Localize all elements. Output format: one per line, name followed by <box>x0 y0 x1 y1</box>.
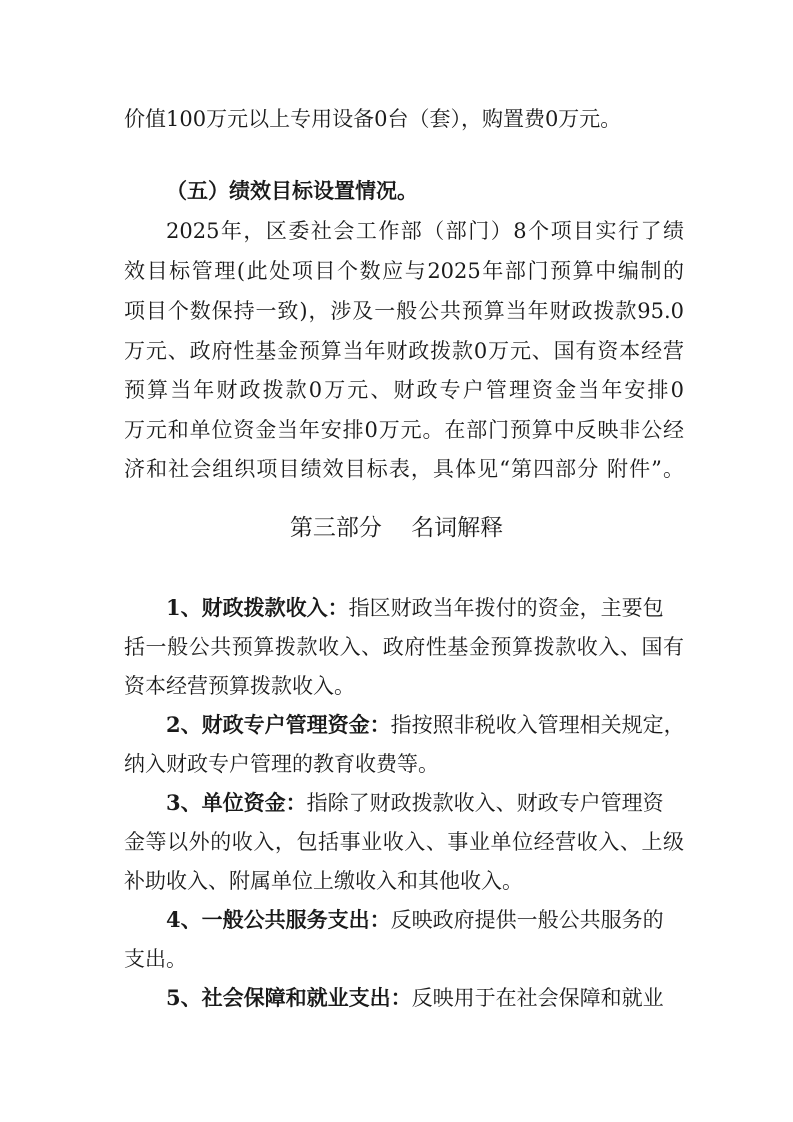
term-line <box>166 982 684 1014</box>
paragraph-line: 支出。 <box>124 947 187 971</box>
paragraph-line: 价值100万元以上专用设备0台（套），购置费0万元。 <box>124 107 622 131</box>
paragraph-line: 括一般公共预算拨款收入、政府性基金预算拨款收入、国有 <box>124 635 684 659</box>
paragraph-line: 济和社会组织项目绩效目标表，具体见“第四部分 附件”。 <box>124 457 684 481</box>
term-definition: 反映用于在社会保障和就业 <box>411 986 664 1010</box>
term-line <box>166 787 684 819</box>
term-label: 4、一般公共服务支出： <box>166 907 391 932</box>
paragraph-line: 项目个数保持一致)，涉及一般公共预算当年财政拨款95.0 <box>124 299 684 323</box>
term-definition: 指按照非税收入管理相关规定， <box>390 713 685 737</box>
part-heading: 第三部分 名词解释 <box>289 515 504 541</box>
term-definition: 指区财政当年拨付的资金，主要包 <box>348 596 664 620</box>
paragraph-line: 金等以外的收入，包括事业收入、事业单位经营收入、上级 <box>124 830 684 854</box>
paragraph-line: 万元和单位资金当年安排0万元。在部门预算中反映非公经 <box>124 418 684 442</box>
paragraph-line: 纳入财政专户管理的教育收费等。 <box>124 752 439 776</box>
term-label: 2、财政专户管理资金： <box>166 712 391 737</box>
paragraph-line: 效目标管理(此处项目个数应与2025年部门预算中编制的 <box>124 259 684 283</box>
section-title: （五）绩效目标设置情况。 <box>166 178 418 203</box>
term-label: 5、社会保障和就业支出： <box>166 985 412 1010</box>
term-line <box>166 709 684 741</box>
term-line <box>166 592 684 624</box>
term-line <box>166 904 684 936</box>
term-definition: 指除了财政拨款收入、财政专户管理资 <box>306 791 664 815</box>
term-definition: 反映政府提供一般公共服务的 <box>390 908 664 932</box>
paragraph-line: 资本经营预算拨款收入。 <box>124 674 355 698</box>
paragraph-line: 万元、政府性基金预算当年财政拨款0万元、国有资本经营 <box>124 339 684 363</box>
paragraph-line: 2025年，区委社会工作部（部门）8个项目实行了绩 <box>166 219 684 243</box>
term-label: 3、单位资金： <box>166 790 307 815</box>
paragraph-line: 预算当年财政拨款0万元、财政专户管理资金当年安排0 <box>124 378 684 402</box>
paragraph-line: 补助收入、附属单位上缴收入和其他收入。 <box>124 869 523 893</box>
term-label: 1、财政拨款收入： <box>166 595 349 620</box>
